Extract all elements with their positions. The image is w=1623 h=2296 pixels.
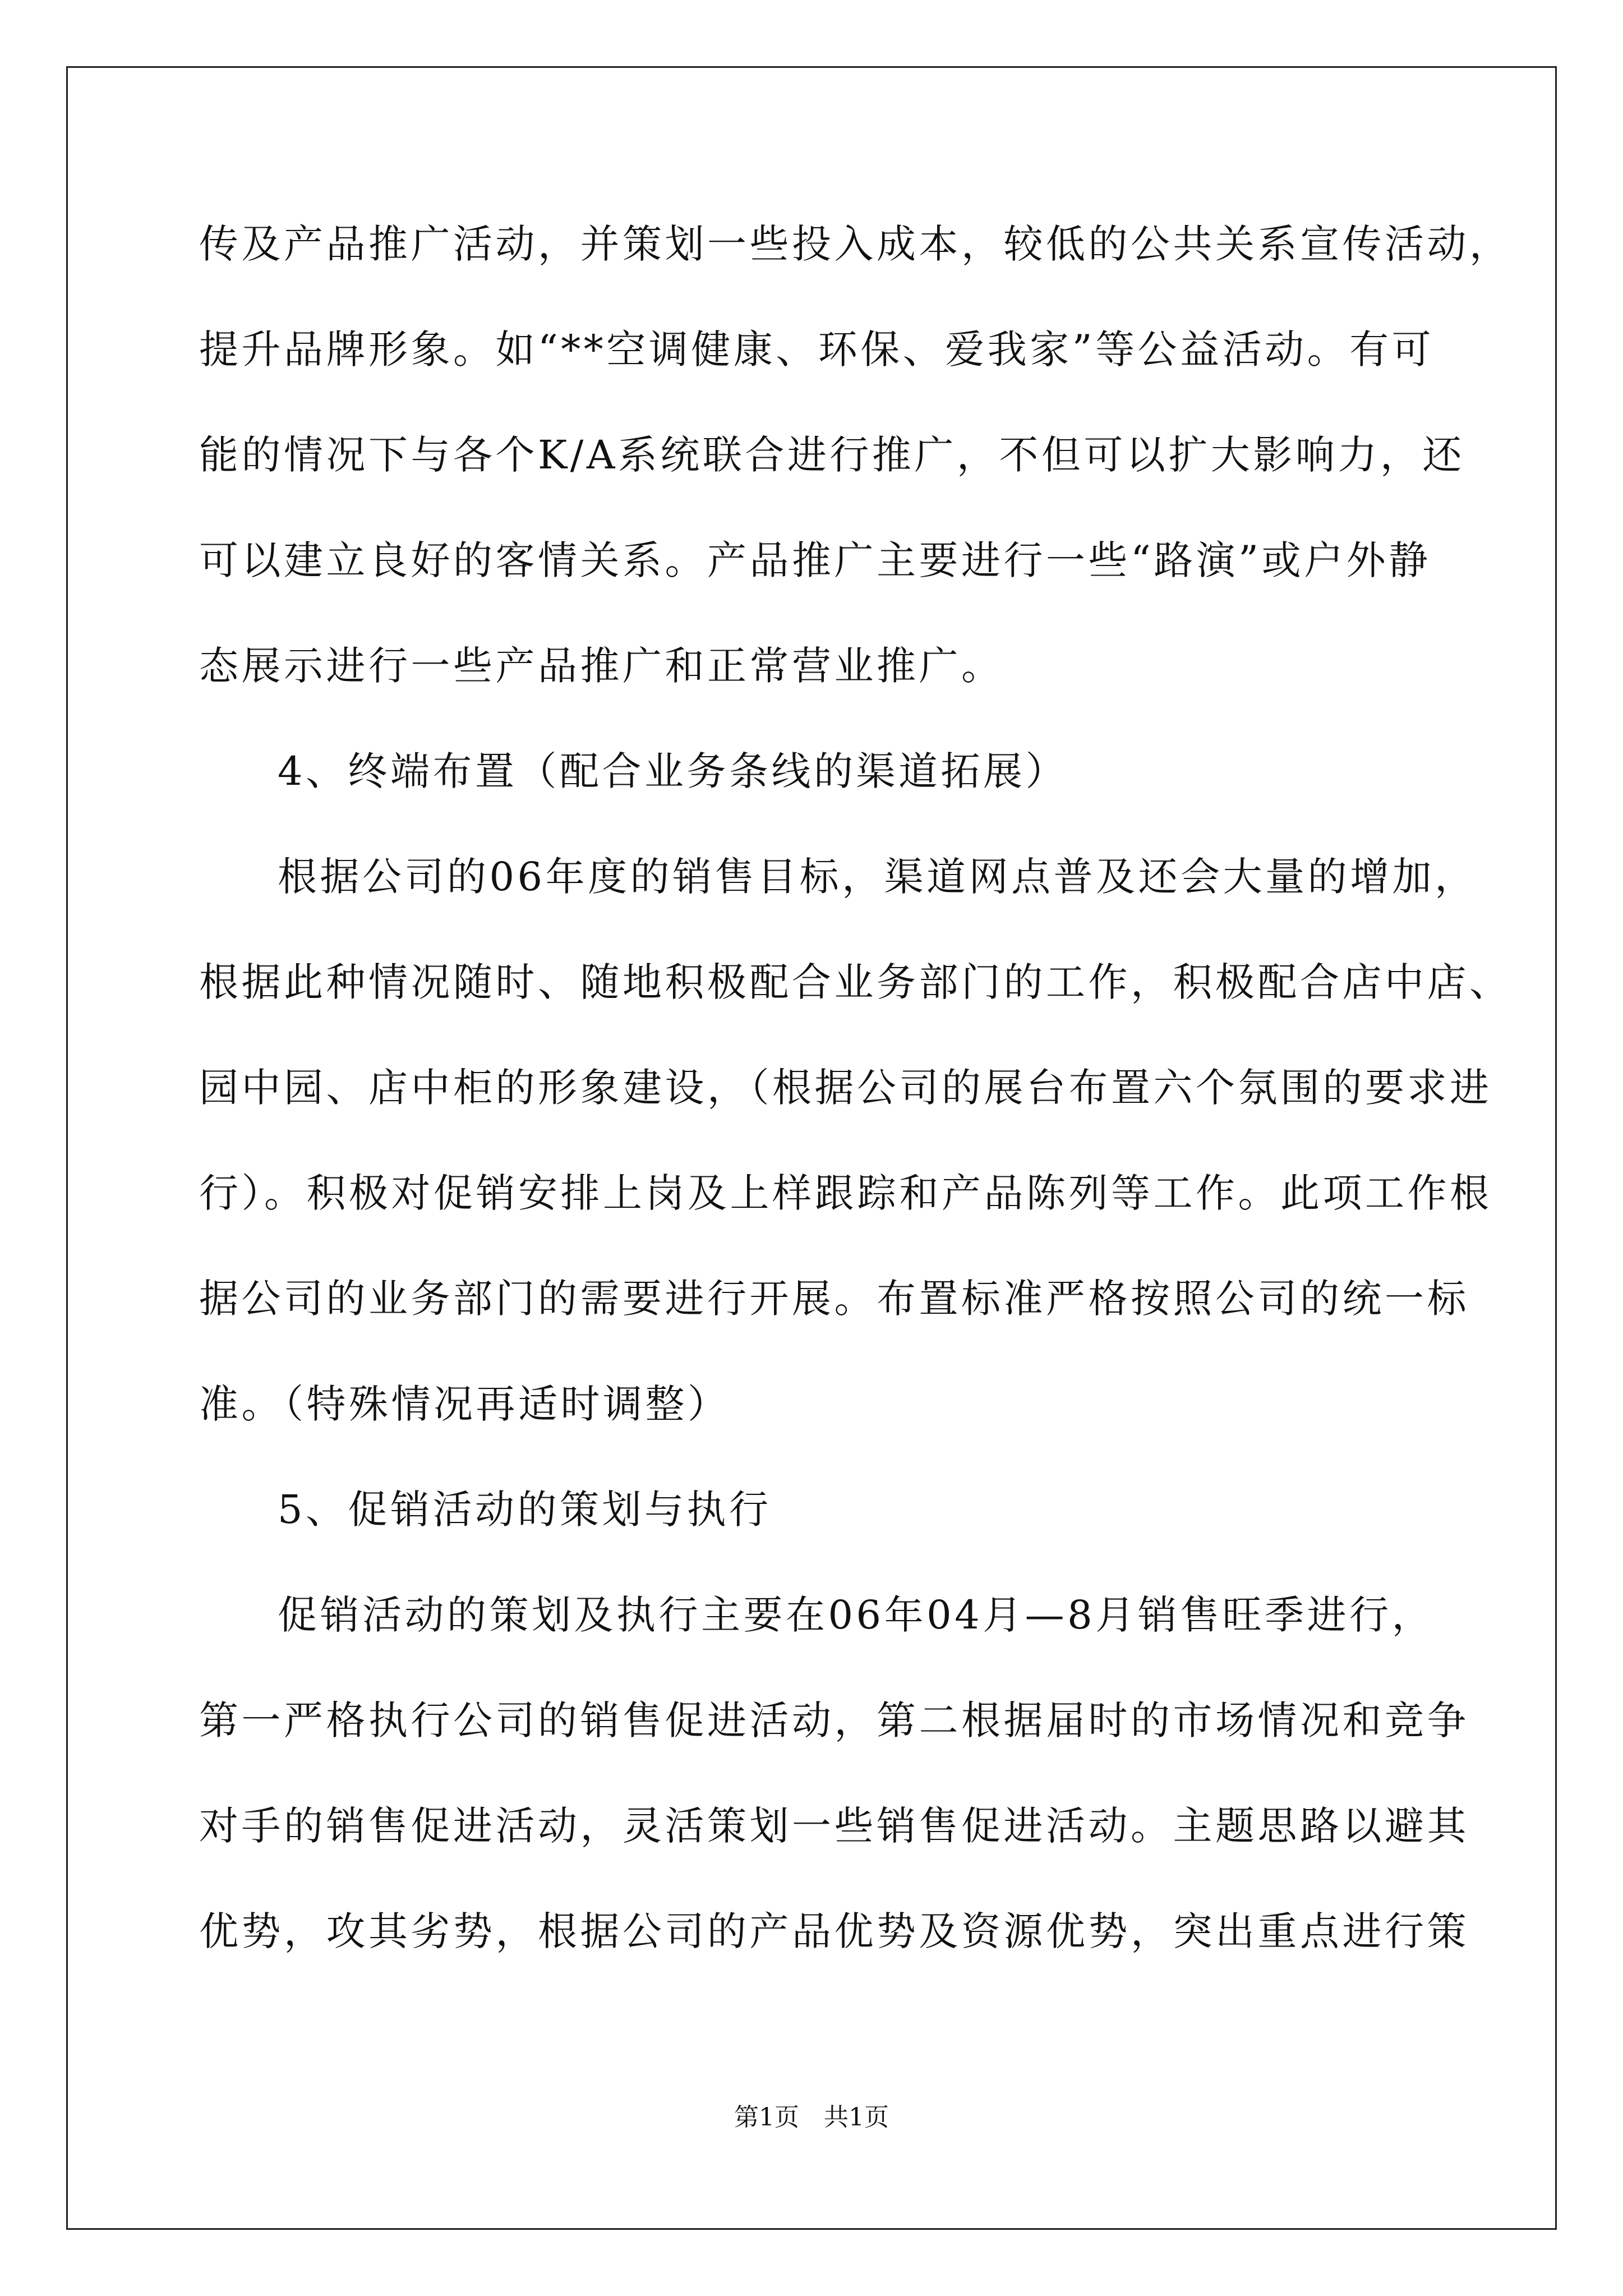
text-line: 第一严格执行公司的销售促进活动，第二根据届时的市场情况和竞争 bbox=[199, 1697, 1469, 1743]
text-line: 态展示进行一些产品推广和正常营业推广。 bbox=[199, 643, 1004, 689]
text-line: 能的情况下与各个K/A系统联合进行推广，不但可以扩大影响力，还 bbox=[199, 432, 1465, 478]
text-line: 园中园、店中柜的形象建设，（根据公司的展台布置六个氛围的要求进 bbox=[199, 1065, 1492, 1111]
text-line: 传及产品推广活动，并策划一些投入成本，较低的公共关系宣传活动， bbox=[199, 221, 1512, 267]
text-line: 根据此种情况随时、随地积极配合业务部门的工作，积极配合店中店、 bbox=[199, 959, 1512, 1005]
page-total: 共1页 bbox=[824, 2103, 889, 2132]
section-heading: 5、促销活动的策划与执行 bbox=[278, 1487, 772, 1533]
page-number: 第1页 bbox=[734, 2103, 799, 2132]
text-line: 对手的销售促进活动，灵活策划一些销售促进活动。主题思路以避其 bbox=[199, 1803, 1469, 1849]
text-line: 可以建立良好的客情关系。产品推广主要进行一些“路演”或户外静 bbox=[199, 537, 1431, 583]
text-line: 优势，攻其劣势，根据公司的产品优势及资源优势，突出重点进行策 bbox=[199, 1908, 1469, 1954]
text-line: 行）。积极对促销安排上岗及上样跟踪和产品陈列等工作。此项工作根 bbox=[199, 1170, 1492, 1216]
section-heading: 4、终端布置（配合业务条线的渠道拓展） bbox=[278, 748, 1068, 794]
text-line: 准。（特殊情况再适时调整） bbox=[199, 1381, 730, 1427]
text-line: 提升品牌形象。如“**空调健康、环保、爱我家”等公益活动。有可 bbox=[199, 326, 1435, 372]
text-line: 根据公司的06年度的销售目标，渠道网点普及还会大量的增加， bbox=[278, 854, 1477, 900]
page-footer bbox=[0, 2101, 1623, 2134]
text-line: 据公司的业务部门的需要进行开展。布置标准严格按照公司的统一标 bbox=[199, 1276, 1469, 1322]
text-line: 促销活动的策划及执行主要在06年04月—8月销售旺季进行， bbox=[278, 1592, 1435, 1638]
